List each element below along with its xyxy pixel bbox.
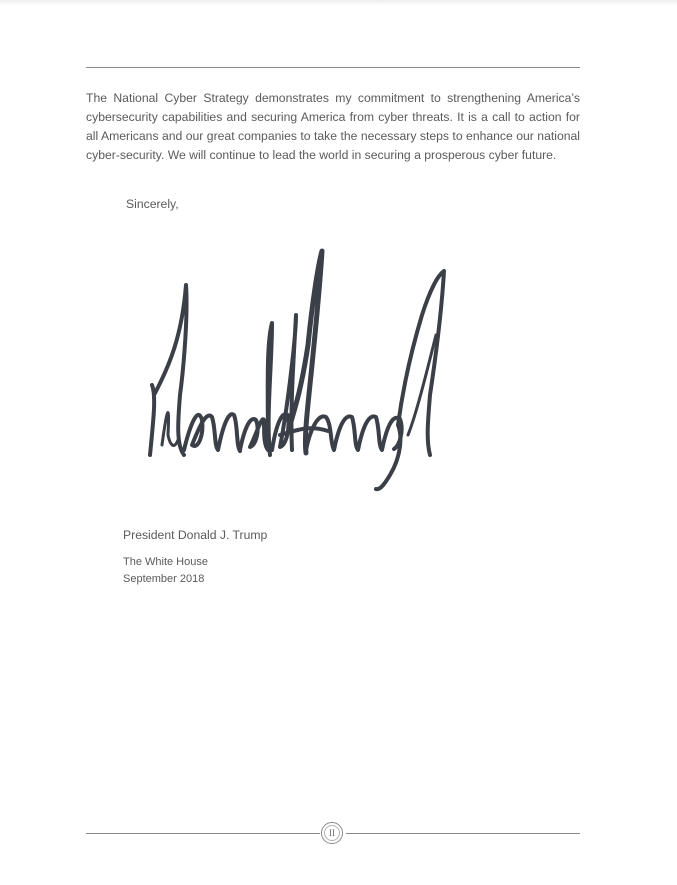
footer-rule-left <box>86 833 320 834</box>
letter-date: September 2018 <box>123 573 205 585</box>
signer-organization: The White House <box>123 556 208 568</box>
page-edge-shadow <box>0 0 677 6</box>
handwritten-signature <box>140 245 455 495</box>
page-number-ring <box>324 825 340 841</box>
page-number-badge <box>321 822 343 844</box>
letter-closing: Sincerely, <box>126 197 179 211</box>
signer-name: President Donald J. Trump <box>123 528 268 542</box>
header-rule <box>86 67 580 68</box>
page-number: II <box>329 828 335 838</box>
letter-body: The National Cyber Strategy demonstrates my commitment to strengthening America’s cybersecurity capabilities and securing America from cyber threats. It is a call to action for all Americans and our great companies to take the necessary steps to enhance our national cyber-security. We will continue to lead the world in securing a prosperous cyber future. <box>86 91 580 162</box>
footer-rule-right <box>346 833 580 834</box>
